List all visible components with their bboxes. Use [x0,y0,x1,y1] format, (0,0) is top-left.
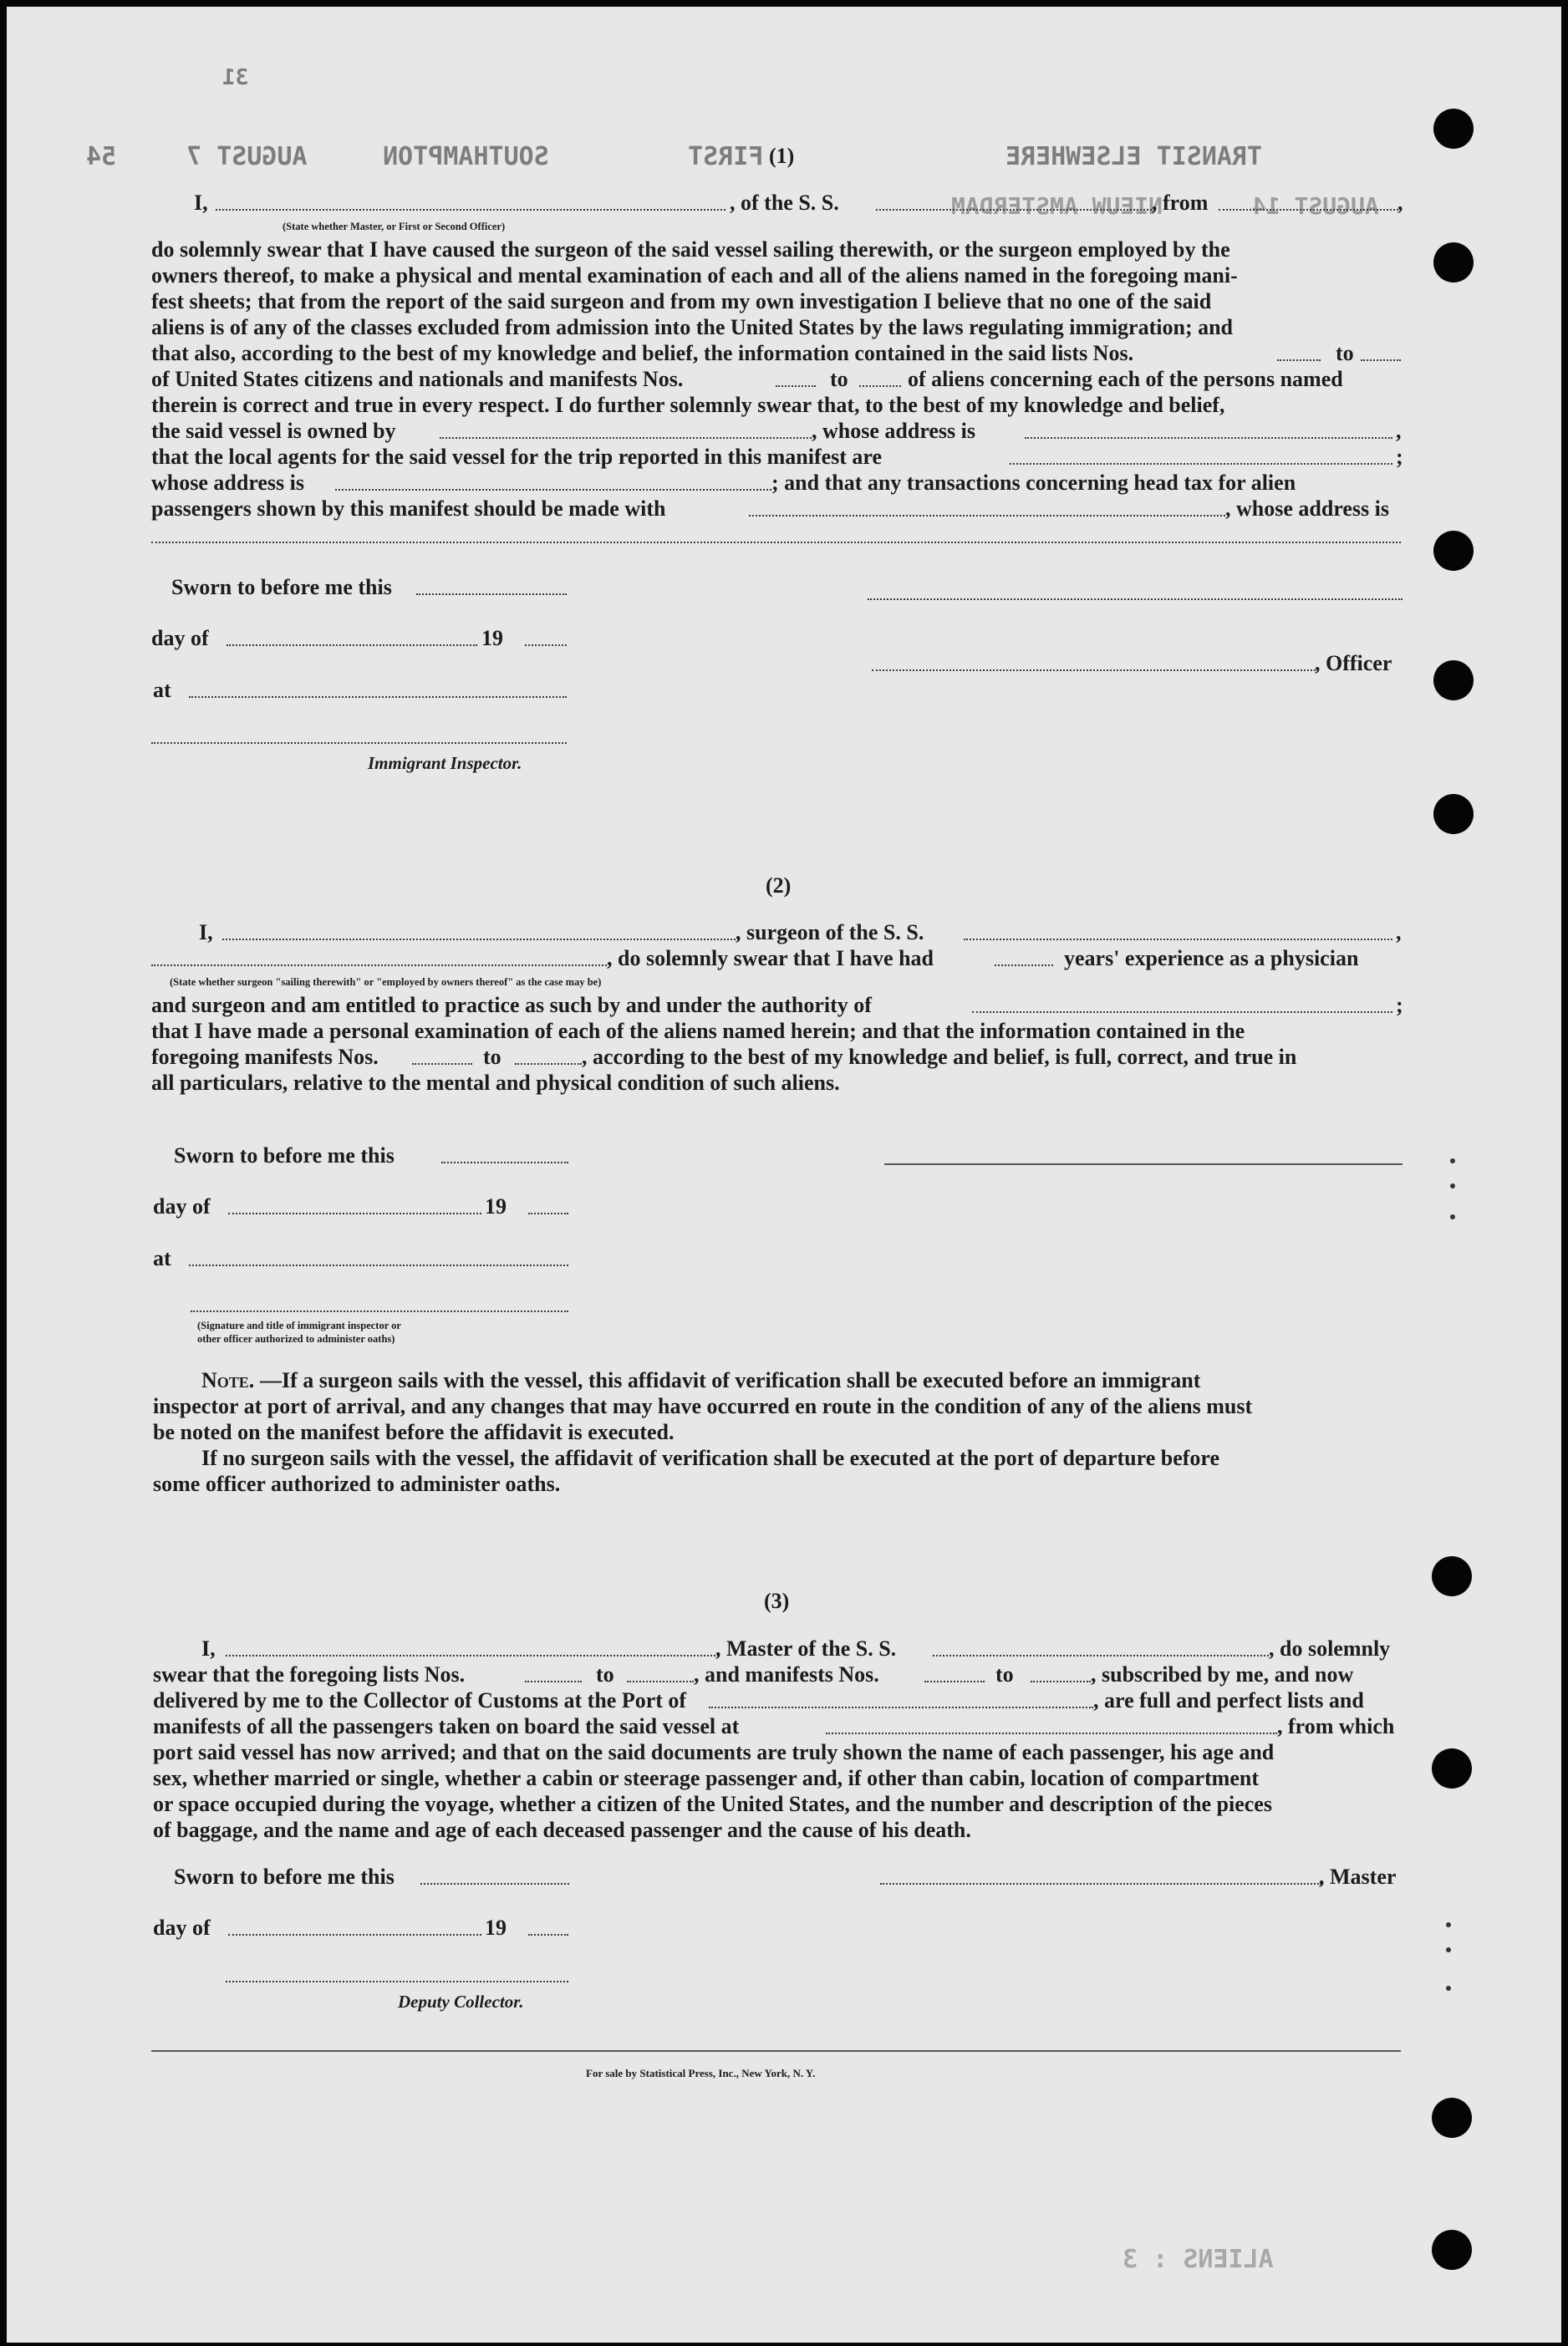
s2-line4: that I have made a personal examination of each of the aliens named herein; and that the information contained in the [151,1019,1245,1043]
s2-ship-name-field[interactable] [964,939,1392,940]
s3-lists-from-field[interactable] [525,1681,582,1682]
s1-line10: that the local agents for the said vessel for the trip reported in this manifest are [151,445,883,469]
punch-hole [1432,1748,1472,1789]
s3-line6: sex, whether married or single, whether a cabin or steerage passenger and, if other than cabin, location of compartment [153,1766,1259,1790]
s2-sworn-date-field[interactable] [441,1162,568,1163]
s1-line12-address: , whose address is [1225,496,1390,521]
s2-manifests-to-field[interactable] [515,1063,582,1065]
s1-at: at [153,678,171,702]
s3-sworn-date-field[interactable] [420,1883,569,1885]
s3-ship-name-field[interactable] [933,1655,1269,1656]
s2-year: 19 [485,1194,507,1219]
s2-line3: and surgeon and am entitled to practice as such by and under the authority of [151,993,872,1017]
s1-lists-from-field[interactable] [1277,359,1321,361]
s2-surgeon-signature-line[interactable] [884,1163,1403,1165]
s1-ship-name-field[interactable] [876,209,1152,211]
punch-hole [1433,109,1474,149]
s1-immigrant-inspector: Immigrant Inspector. [368,753,522,773]
s3-line1-ss: , Master of the S. S. [715,1636,897,1661]
s1-line12-text: passengers shown by this manifest should be made with [151,496,666,521]
s2-authority-field[interactable] [972,1011,1392,1013]
s1-officer-signature-field[interactable] [872,669,1319,671]
s1-line7-to: to [830,367,848,391]
speck [1450,1214,1455,1219]
s3-sworn: Sworn to before me this [174,1865,395,1889]
s3-year: 19 [485,1916,507,1940]
s2-line5-end: , according to the best of my knowledge and belief, is full, correct, and true in [582,1045,1297,1069]
s1-day-field[interactable] [227,644,477,646]
s2-at: at [153,1246,171,1270]
s1-line1-comma: , [1397,191,1403,215]
s1-line3: owners thereof, to make a physical and mental examination of each and all of the aliens named in the foregoing mani- [151,263,1238,288]
reversed-stamp-tail: 54 [86,142,117,171]
s1-inspector-signature-line[interactable] [151,742,567,744]
speck [1446,1986,1451,1991]
s2-line5-to: to [483,1045,501,1069]
s3-line4-end: , from which [1277,1714,1395,1738]
s1-line7-end: of aliens concerning each of the persons named [908,367,1343,391]
note-p2-line1: If no surgeon sails with the vessel, the affidavit of verification shall be executed at the port of departure before [201,1446,1220,1470]
s3-manifests-to-field[interactable] [1031,1681,1091,1682]
s3-port-field[interactable] [709,1707,1093,1708]
s1-line8: therein is correct and true in every respect. I do further solemnly swear that, to the best of my knowledge and belief, [151,393,1225,417]
s2-at-field[interactable] [189,1265,568,1266]
s2-status-note: (State whether surgeon "sailing therewith" or "employed by owners thereof" as the case may be) [170,976,602,988]
s3-master-label: , Master [1319,1865,1397,1889]
section1-number: (1) [769,144,795,168]
s3-line2-to1: to [596,1662,614,1687]
note-p1-line2: inspector at port of arrival, and any changes that may have occurred en route in the condition of any of the aliens must [153,1394,1253,1418]
s1-line6-to: to [1336,341,1354,365]
footer-rule [151,2050,1401,2052]
reversed-stamp-date: AUGUST 7 [186,142,308,171]
s2-years-field[interactable] [995,964,1053,966]
s1-line7-text: of United States citizens and nationals and manifests Nos. [151,367,684,391]
s2-surgeon-name-field[interactable] [222,939,739,940]
punch-hole [1433,531,1474,571]
s1-line2: do solemnly swear that I have caused the surgeon of the said vessel sailing therewith, or the surgeon employed by the [151,237,1230,262]
s3-line3-text: delivered by me to the Collector of Customs at the Port of [153,1688,687,1712]
s2-line1-ss: , surgeon of the S. S. [736,920,924,944]
s3-collector-signature-line[interactable] [226,1981,568,1982]
s1-agents-address-field[interactable] [335,489,771,491]
footer-imprint: For sale by Statistical Press, Inc., New York, N. Y. [586,2067,816,2079]
s3-line8: of baggage, and the name and age of each deceased passenger and the cause of his death. [153,1818,971,1842]
s3-line2-text: swear that the foregoing lists Nos. [153,1662,466,1687]
s3-year-field[interactable] [528,1934,568,1936]
s3-line1-i: I, [201,1636,216,1661]
s3-day-of: day of [153,1916,211,1940]
s1-line1-from: , from [1152,191,1209,215]
s1-at-field[interactable] [189,696,567,698]
reversed-stamp-port: SOUTHAMPTON [383,142,549,171]
s3-line1-end: , do solemnly [1269,1636,1391,1661]
s3-master-name-field[interactable] [226,1655,719,1656]
s3-line4-text: manifests of all the passengers taken on board the said vessel at [153,1714,740,1738]
s2-sworn: Sworn to before me this [174,1143,395,1168]
speck [1446,1922,1451,1927]
s1-line9-address: , whose address is [812,419,976,443]
s1-officer-name-field[interactable] [216,209,725,211]
s1-officer-signature-line-1[interactable] [868,598,1403,600]
reversed-stamp-class: FIRST [688,142,764,171]
s2-inspector-signature-line[interactable] [191,1310,568,1312]
s1-line6-text: that also, according to the best of my knowledge and belief, the information contained in the said lists Nos. [151,341,1134,365]
s3-embark-port-field[interactable] [826,1733,1277,1734]
s3-manifests-from-field[interactable] [924,1681,985,1682]
s1-officer-label: , Officer [1315,651,1392,675]
s3-line5: port said vessel has now arrived; and that on the said documents are truly shown the name of each passenger, his age and [153,1740,1275,1764]
note-label: Note. [201,1368,255,1392]
s1-line11-address: whose address is [151,471,305,495]
s2-signature-note-2: other officer authorized to administer oaths) [197,1333,395,1345]
s2-manifests-from-field[interactable] [412,1063,472,1065]
s1-officer-rank-note: (State whether Master, or First or Second Officer) [283,221,506,232]
s1-line1-ss: , of the S. S. [730,191,839,215]
manifest-back-page [7,7,1561,2343]
s1-sworn: Sworn to before me this [171,575,392,599]
s2-year-field[interactable] [528,1213,568,1214]
punch-hole [1433,242,1474,282]
s2-line5-text: foregoing manifests Nos. [151,1045,379,1069]
s2-signature-note-1: (Signature and title of immigrant inspector or [197,1320,401,1331]
s1-line9-owned: the said vessel is owned by [151,419,396,443]
s2-line2-text: , do solemnly swear that I have had [607,946,934,970]
s2-line1-i: I, [199,920,213,944]
s1-sworn-date-field[interactable] [416,593,567,595]
s1-day-of: day of [151,626,209,650]
s1-line11-end: ; and that any transactions concerning head tax for alien [771,471,1296,495]
reversed-stamp-arrival: AUGUST 14 [1252,192,1379,220]
note-p2-line2: some officer authorized to administer oaths. [153,1472,561,1496]
punch-hole [1433,660,1474,700]
punch-hole [1433,794,1474,834]
s1-from-port-field[interactable] [1219,209,1398,211]
s3-line7: or space occupied during the voyage, whether a citizen of the United States, and the number and description of the pieces [153,1792,1272,1816]
s1-owner-field[interactable] [440,437,812,439]
reversed-stamp-ship: NIEUW AMSTERDAM [951,192,1163,220]
reversed-stamp-number: 31 [222,65,249,90]
punch-hole [1432,2230,1472,2270]
s1-agents-field[interactable] [1010,463,1392,465]
s1-line5: aliens is of any of the classes excluded from admission into the United States by the laws regulating immigration; and [151,315,1234,339]
section3-number: (3) [764,1589,790,1613]
s1-headtax-address-field[interactable] [151,542,1401,543]
punch-hole [1432,2098,1472,2138]
s1-manifests-to-field[interactable] [859,385,901,387]
s3-lists-to-field[interactable] [627,1681,694,1682]
s2-line3-semicolon: ; [1396,993,1403,1017]
s1-headtax-party-field[interactable] [749,515,1225,517]
reversed-stamp-status: TRANSIT ELSEWHERE [1005,142,1263,171]
s1-manifests-from-field[interactable] [776,385,816,387]
s1-year-field[interactable] [525,644,567,646]
punch-hole [1432,1556,1472,1596]
s3-line2-end: , subscribed by me, and now [1091,1662,1354,1687]
s1-lists-to-field[interactable] [1361,359,1401,361]
reversed-bottom-stamp: ALIENS : 3 [1123,2245,1274,2274]
s3-line2-manifests: , and manifests Nos. [694,1662,879,1687]
note-p1-line3: be noted on the manifest before the affidavit is executed. [153,1420,675,1444]
s2-line6: all particulars, relative to the mental and physical condition of such aliens. [151,1071,840,1095]
s1-year: 19 [481,626,503,650]
s2-day-of: day of [153,1194,211,1219]
s3-master-signature-field[interactable] [880,1883,1321,1885]
s1-owner-address-field[interactable] [1025,437,1392,439]
s3-line2-to2: to [995,1662,1014,1687]
s1-line4: fest sheets; that from the report of the said surgeon and from my own investigation I believe that no one of the said [151,289,1212,313]
s3-deputy-collector: Deputy Collector. [398,1992,524,2012]
speck [1450,1183,1455,1188]
s1-line10-semicolon: ; [1396,445,1403,469]
s1-line9-comma: , [1396,419,1402,443]
speck [1446,1947,1451,1952]
note-p1-line1: —If a surgeon sails with the vessel, this affidavit of verification shall be executed before an immigrant [260,1368,1201,1392]
s3-line3-end: , are full and perfect lists and [1093,1688,1364,1712]
speck [1450,1158,1455,1163]
section2-number: (2) [766,873,792,898]
s2-line1-comma: , [1396,920,1402,944]
s3-day-field[interactable] [228,1934,481,1936]
s2-line2-end: years' experience as a physician [1064,946,1359,970]
s2-day-field[interactable] [228,1213,481,1214]
s1-line1-i: I, [194,191,208,215]
s2-surgeon-status-field[interactable] [151,964,607,966]
